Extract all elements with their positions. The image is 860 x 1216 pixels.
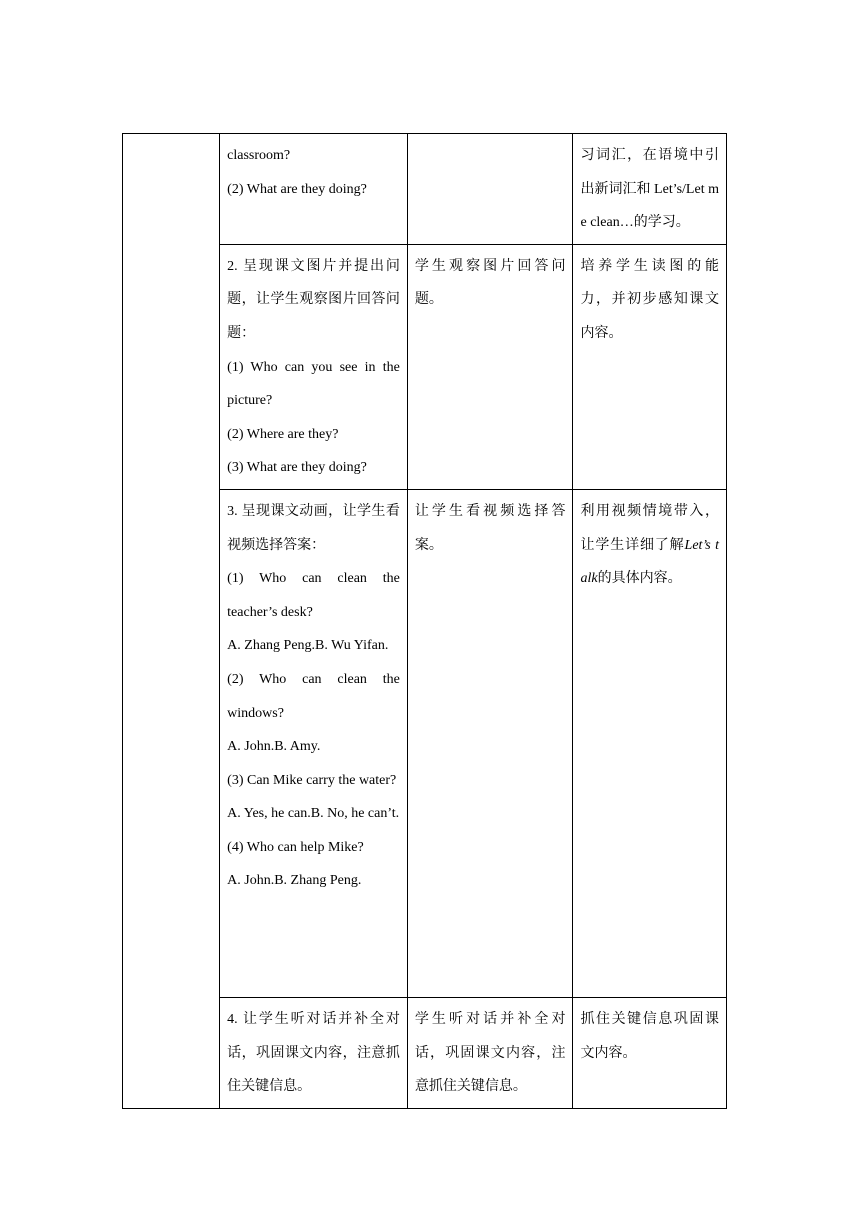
cell-paragraph: (3) What are they doing?: [227, 460, 367, 476]
stage-cell: [123, 134, 220, 1109]
design-purpose-cell: [573, 134, 727, 245]
design-purpose-cell: [573, 244, 727, 489]
cell-paragraph: (2) Where are they?: [227, 426, 339, 442]
teacher-activity-cell: [220, 489, 408, 997]
purpose-text: 利用视频情境带入，让学生详细了解: [580, 503, 719, 553]
cell-paragraph: (2) Who can clean the windows?: [227, 671, 400, 721]
teacher-activity-cell: [220, 244, 408, 489]
cell-paragraph: 2. 呈现课文图片并提出问题，让学生观察图片回答问题：: [227, 258, 400, 341]
design-purpose-cell: [573, 489, 727, 997]
cell-paragraph: 习词汇，在语境中引出新词汇和 Let’s/Let me clean…的学习。: [580, 148, 719, 231]
cell-paragraph: classroom?: [227, 148, 291, 163]
student-activity-cell: [407, 244, 573, 489]
cell-paragraph: (1) Who can you see in the picture?: [227, 359, 400, 409]
cell-paragraph: 抓住关键信息巩固课文内容。: [580, 1011, 719, 1061]
cell-paragraph: A. Yes, he can.B. No, he can’t.: [227, 806, 400, 822]
cell-paragraph: 学生听对话并补全对话，巩固课文内容，注意抓住关键信息。: [414, 1011, 566, 1095]
cell-paragraph: 让学生看视频选择答案。: [414, 503, 566, 553]
cell-paragraph: A. John.B. Amy.: [227, 739, 321, 755]
cell-paragraph: 学生观察图片回答问题。: [414, 258, 566, 308]
cell-paragraph: [580, 495, 719, 596]
cell-paragraph: 4. 让学生听对话并补全对话，巩固课文内容，注意抓住关键信息。: [227, 1011, 400, 1095]
lesson-plan-table: [122, 133, 727, 1109]
student-activity-cell: [407, 997, 573, 1108]
teacher-activity-cell: [220, 134, 408, 245]
cell-paragraph: 3. 呈现课文动画，让学生看视频选择答案：: [227, 503, 400, 553]
cell-paragraph: A. Zhang Peng.B. Wu Yifan.: [227, 638, 389, 654]
design-purpose-cell: [573, 997, 727, 1108]
cell-paragraph: (4) Who can help Mike?: [227, 839, 364, 855]
cell-paragraph: (3) Can Mike carry the water?: [227, 772, 397, 788]
student-activity-cell: [407, 134, 573, 245]
student-activity-cell: [407, 489, 573, 997]
lets-talk-italic: Let’s talk: [580, 537, 719, 587]
cell-paragraph: (2) What are they doing?: [227, 181, 367, 197]
purpose-text: 的具体内容。: [597, 571, 682, 587]
teacher-activity-cell: [220, 997, 408, 1108]
cell-paragraph: A. John.B. Zhang Peng.: [227, 873, 362, 889]
cell-paragraph: (1) Who can clean the teacher’s desk?: [227, 571, 400, 620]
table-row: [123, 134, 727, 245]
cell-paragraph: 培养学生读图的能力，并初步感知课文内容。: [580, 258, 719, 341]
